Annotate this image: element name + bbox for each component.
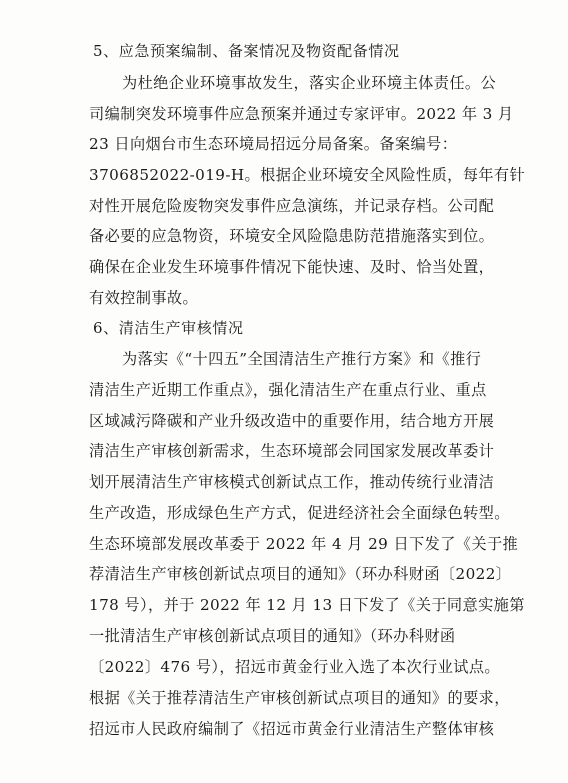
paragraph-line: 招远市人民政府编制了《招远市黄金行业清洁生产整体审核 [89,720,495,738]
paragraph-line: 划开展清洁生产审核模式创新试点工作，推动传统行业清洁 [89,473,495,491]
paragraph-line: 为杜绝企业环境事故发生，落实企业环境主体责任。公 [122,74,497,92]
paragraph-line: 荐清洁生产审核创新试点项目的通知》（环办科财函〔2022〕 [89,565,512,583]
paragraph-line: 对性开展危险废物突发事件应急演练，并记录存档。公司配 [89,197,495,215]
paragraph-line: 司编制突发环境事件应急预案并通过专家评审。2022 年 3 月 [89,105,514,123]
section-5-heading: 5、应急预案编制、备案情况及物资配备情况 [93,42,400,60]
paragraph-line: 根据《关于推荐清洁生产审核创新试点项目的通知》的要求， [89,689,510,707]
paragraph-line: 生产改造，形成绿色生产方式，促进经济社会全面绿色转型。 [89,504,510,522]
paragraph-line: 23 日向烟台市生态环境局招远分局备案。备案编号： [89,135,458,153]
paragraph-line: 为落实《“十四五”全国清洁生产推行方案》和《推行 [122,350,482,368]
paragraph-line: 〔2022〕476 号），招远市黄金行业入选了本次行业试点。 [89,658,500,676]
section-6-heading: 6、清洁生产审核情况 [93,319,244,337]
paragraph-line: 清洁生产审核创新需求，生态环境部会同国家发展改革委计 [89,442,495,460]
paragraph-line: 备必要的应急物资，环境安全风险隐患防范措施落实到位。 [89,227,495,245]
paragraph-line: 有效控制事故。 [89,289,199,307]
paragraph-line: 确保在企业发生环境事件情况下能快速、及时、恰当处置， [89,258,495,276]
paragraph-line: 3706852022-019-H。根据企业环境安全风险性质，每年有针 [89,166,526,184]
paragraph-line: 清洁生产近期工作重点》，强化清洁生产在重点行业、重点 [89,381,487,399]
paragraph-line: 178 号），并于 2022 年 12 月 13 日下发了《关于同意实施第 [89,596,525,614]
paragraph-line: 生态环境部发展改革委于 2022 年 4 月 29 日下发了《关于推 [89,535,519,553]
paragraph-line: 区域减污降碳和产业升级改造中的重要作用，结合地方开展 [89,412,495,430]
paragraph-line: 一批清洁生产审核创新试点项目的通知》（环办科财函 [89,627,456,645]
